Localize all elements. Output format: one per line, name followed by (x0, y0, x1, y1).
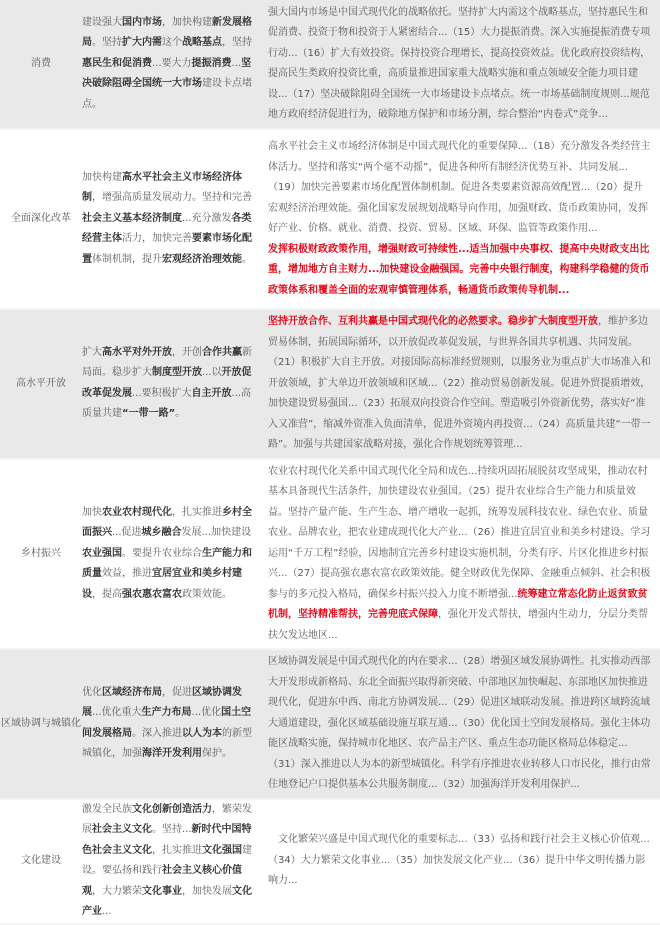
text-segment: 建设卡点堵点。 (82, 78, 252, 110)
text-segment: ，大力繁荣 (92, 885, 142, 897)
text-segment: 加快 (82, 506, 102, 518)
emphasis-text: 战略基点 (182, 37, 222, 49)
text-segment: ...高质量共建 (82, 387, 252, 420)
highlighted-text: 统筹建立常态化防止返贫致贫机制，坚持精准帮扶，完善兜底式保障 (268, 588, 648, 620)
emphasis-text: 合作共赢 (202, 346, 242, 358)
text-segment: 这个 (162, 37, 182, 49)
text-segment: ，加快发展 (182, 885, 232, 897)
category-cell: 乡村振兴 (0, 459, 82, 650)
category-cell: 全面深化改革 (0, 129, 82, 309)
text-segment: ...要积极扩大 (132, 387, 192, 399)
table-row (0, 0, 660, 129)
text-segment: 建设。要弘扬和践行 (82, 844, 252, 876)
text-segment: 政策效能。 (182, 588, 232, 600)
text-segment: 效益，推进 (102, 568, 152, 579)
emphasis-text: 社会主义核心价值观 (82, 865, 242, 897)
emphasis-text: “一带一路” (122, 408, 176, 420)
emphasis-text: 农业农村现代化 (102, 506, 172, 518)
text-segment: ，提高 (92, 588, 122, 600)
text-segment: 文化繁荣兴盛是中国式现代化的重要标志...（33）弘扬和践行社会主义核心价值观...（34）大力繁荣文化事业...（35）加快发展文化产业...（36）提升中华文明传播力影响力... (268, 834, 650, 887)
text-segment: ...促进 (112, 527, 142, 538)
emphasis-text: 农业强国 (82, 547, 122, 559)
summary-cell (82, 0, 260, 129)
emphasis-text: 文化事业 (142, 885, 182, 897)
text-segment: （21）积极扩大自主开放。对接国际高标准经贸规则，以服务业为重点扩大市场准入和开放领域，扩大单边开放领域和区域...（22）推动贸易创新发展。促进外贸提质增效，加快建设贸易强国...（23）拓展双向投资合作空间。塑造吸引外资新优势，落实好“准入又准营”，缩减外资准入负面清单，促进外资境内再投资...（24）高质量共建“一带一路”。加强与共建国家战略对接，强化合作规划统筹管理... (268, 357, 651, 450)
text-segment: ，强化开发式帮扶，增强内生动力，分层分类帮扶欠发达地区... (268, 609, 648, 641)
text-segment: 加快构建 (82, 171, 122, 183)
emphasis-text: 坚决破除阻碍全国统一大市场 (82, 57, 252, 90)
text-segment: 区域协调发展是中国式现代化的内在要求...（28）增强区域发展协调性。扎实推动西部大开发形成新格局、东北全面振兴取得新突破、中部地区加快崛起、东部地区加快推进现代化，促进东中西、南北方协调发展...（29）促进区域联动发展。推进跨区域跨流域大通道建设，强化区域基础设施互联互通...（30）优化国土空间发展格局。强化主体功能区战略实施，保持城市化地区、农产品主产区、重点生态功能区格局总体稳定...（31）深入推进以人为本的新型城镇化。科学有序推进农业转移人口市民化，推行由常住地登记户口提供基本公共服务制度...（32）加强海洋开发利用保护... (268, 656, 651, 790)
emphasis-text: 文化产业 (82, 885, 252, 917)
detail-cell (260, 799, 660, 924)
category-cell: 区域协调与城镇化 (0, 649, 82, 799)
summary-cell (82, 459, 260, 650)
text-segment: 强大国内市场是中国式现代化的战略依托。坚持扩大内需这个战略基点，坚持惠民生和促消费、投资于物和投资于人紧密结合...（15）大力提振消费。深入实施提振消费专项行动...（16）扩大有效投资。保持投资合理增长，提高投资效益。优化政府投资结构，提高民生类政府投资比重，高质量推进国家重大战略实施和重点领域安全能力项目建设...（17）坚决破除阻碍全国统一大市场建设卡点堵点。统一市场基础制度规则...规范地方政府经济促进行为，破除地方保护和市场分割，综合整治“内卷式”竞争... (268, 6, 651, 120)
emphasis-text: 扩大内需 (122, 37, 162, 49)
emphasis-text: 新时代中国特色社会主义文化 (82, 824, 252, 856)
text-segment: 。深入推进 (132, 727, 182, 739)
emphasis-text: 社会主义基本经济制度 (82, 212, 182, 224)
emphasis-text: 区域协调发展 (82, 686, 242, 719)
category-cell: 高水平开放 (0, 309, 82, 459)
emphasis-text: 要素市场化配置 (82, 233, 252, 265)
text-segment: 发展...加快建设 (181, 527, 252, 538)
detail-cell (260, 309, 660, 459)
text-segment: ，繁荣发展 (82, 803, 252, 835)
emphasis-text: 以人为本 (182, 727, 222, 739)
emphasis-text: 乡村全面振兴 (82, 506, 252, 538)
emphasis-text: 国内市场 (122, 16, 162, 28)
detail-cell (260, 129, 660, 309)
text-segment: 高水平社会主义市场经济体制是中国式现代化的重要保障...（18）充分激发各类经营主体活力。坚持和落实“两个毫不动摇”，促进各种所有制经济优势互补、共同发展...（19）加快完善要素市场化配置体制机制。促进各类要素资源高效配置...（20）提升宏观经济治理效能。强化国家发展规划战略导向作用，加强财政、货币政策协同，发挥好产业、价格、就业、消费、投资、贸易、区域、环保、监管等政策作用... (268, 141, 651, 234)
text-segment: 建设强大 (82, 16, 122, 28)
text-segment: ，促进 (162, 686, 192, 698)
text-segment: 的新型城镇化，加强 (82, 727, 252, 760)
text-segment: 。坚持... (152, 824, 192, 835)
text-segment: ，增强高质量发展动力。坚持和完善 (92, 192, 252, 204)
text-segment: 。 (175, 408, 186, 420)
text-segment: ...优化重大 (92, 707, 142, 719)
emphasis-text: 惠民生和促消费 (82, 57, 152, 69)
emphasis-text: 各类经营主体 (82, 212, 252, 245)
table-row (0, 799, 660, 924)
highlighted-text: 坚持开放合作、互利共赢是中国式现代化的必然要求。稳步扩大制度型开放 (268, 316, 598, 327)
text-segment: ，加快构建 (162, 16, 212, 28)
emphasis-text: 宜居宜业和美乡村建设 (82, 568, 242, 600)
emphasis-text: 海洋开发利用 (142, 748, 202, 760)
emphasis-text: 提振消费 (191, 57, 232, 69)
text-segment: ，扎实推进 (172, 506, 222, 518)
text-segment: ... (231, 57, 242, 69)
summary-cell (82, 129, 260, 309)
detail-cell (260, 649, 660, 799)
text-segment: ...充分激发 (182, 212, 232, 224)
detail-cell (260, 459, 660, 650)
text-segment: 活力，加快完善 (122, 233, 192, 245)
emphasis-text: 高水平社会主义市场经济体制 (82, 171, 242, 204)
emphasis-text: 高水平对外开放 (102, 346, 172, 358)
emphasis-text: 生产能力和质量 (82, 547, 252, 579)
emphasis-text: 社会主义文化 (92, 824, 152, 835)
emphasis-text: 生产力布局 (141, 707, 192, 719)
emphasis-text: 文化强国 (202, 844, 242, 856)
summary-cell (82, 649, 260, 799)
text-segment: 。 (242, 253, 252, 265)
text-segment: ，坚持 (222, 37, 252, 49)
category-cell: 文化建设 (0, 799, 82, 924)
text-segment: 农业农村现代化关系中国式现代化全局和成色...持续巩固拓展脱贫攻坚成果，推动农村基本具备现代生活条件，加快建设农业强国。（25）提升农业综合生产能力和质量效益。坚持产量产能、生产生态、增产增收一起抓，统筹发展科技农业、绿色农业、质量农业、品牌农业，把农业建成现代化大产业...（26）推进宜居宜业和美乡村建设。学习运用“千万工程”经验，因地制宜完善乡村建设实施机制，分类有序、片区化推进乡村振兴...（27）提高强农惠农富农政策效能。健全财政优先保障、金融重点倾斜、社会积极参与的多元投入格局，确保乡村振兴投入力度不断增强... (268, 465, 651, 600)
text-segment: ... (102, 906, 112, 917)
summary-cell (82, 309, 260, 459)
emphasis-text: 区域经济布局 (102, 686, 162, 698)
emphasis-text: 宏观经济治理效能 (162, 253, 242, 265)
text-segment: ，开创 (172, 346, 202, 358)
text-segment: ，维护多边贸易体制，拓展国际循环，以开放促改革促发展，与世界各国共享机遇、共同发展。 (268, 316, 648, 348)
text-segment: ...要大力 (152, 57, 192, 69)
text-segment: ，扎实推进 (152, 844, 202, 856)
text-segment: 新局面。稳步扩大 (82, 346, 252, 379)
category-cell: 消费 (0, 0, 82, 129)
text-segment: 激发全民族 (82, 803, 132, 815)
text-segment: 保护。 (202, 748, 232, 760)
text-segment: 优化 (82, 686, 102, 698)
table-row (0, 309, 660, 459)
emphasis-text: 城乡融合 (141, 527, 182, 538)
emphasis-text: 自主开放 (191, 387, 232, 399)
emphasis-text: 制度型开放 (152, 367, 202, 379)
text-segment: ...优化 (191, 707, 222, 719)
emphasis-text: 文化创新创造活力 (132, 803, 212, 815)
text-segment: 扩大 (82, 346, 102, 358)
text-segment: 体制机制，提升 (92, 253, 162, 265)
summary-cell (82, 799, 260, 924)
highlighted-text: 发挥积极财政政策作用，增强财政可持续性...适当加强中央事权、提高中央财政支出比重，增加地方自主财力...加快建设金融强国。完善中央银行制度，构建科学稳健的货币政策体系和覆盖全面的宏观审慎管理体系，畅通货币政策传导机制... (268, 243, 650, 296)
emphasis-text: 开放促改革促发展 (82, 367, 252, 399)
text-segment: 。坚持 (92, 37, 122, 49)
emphasis-text: 国土空间发展格局 (82, 707, 252, 739)
emphasis-text: 强农惠农富农 (122, 588, 182, 600)
detail-cell (260, 0, 660, 129)
table-row (0, 129, 660, 309)
table-row (0, 459, 660, 650)
emphasis-text: 新发展格局 (82, 16, 252, 49)
text-segment: ...以 (202, 367, 222, 379)
text-segment: 。要提升农业综合 (122, 547, 202, 559)
table-row (0, 649, 660, 799)
